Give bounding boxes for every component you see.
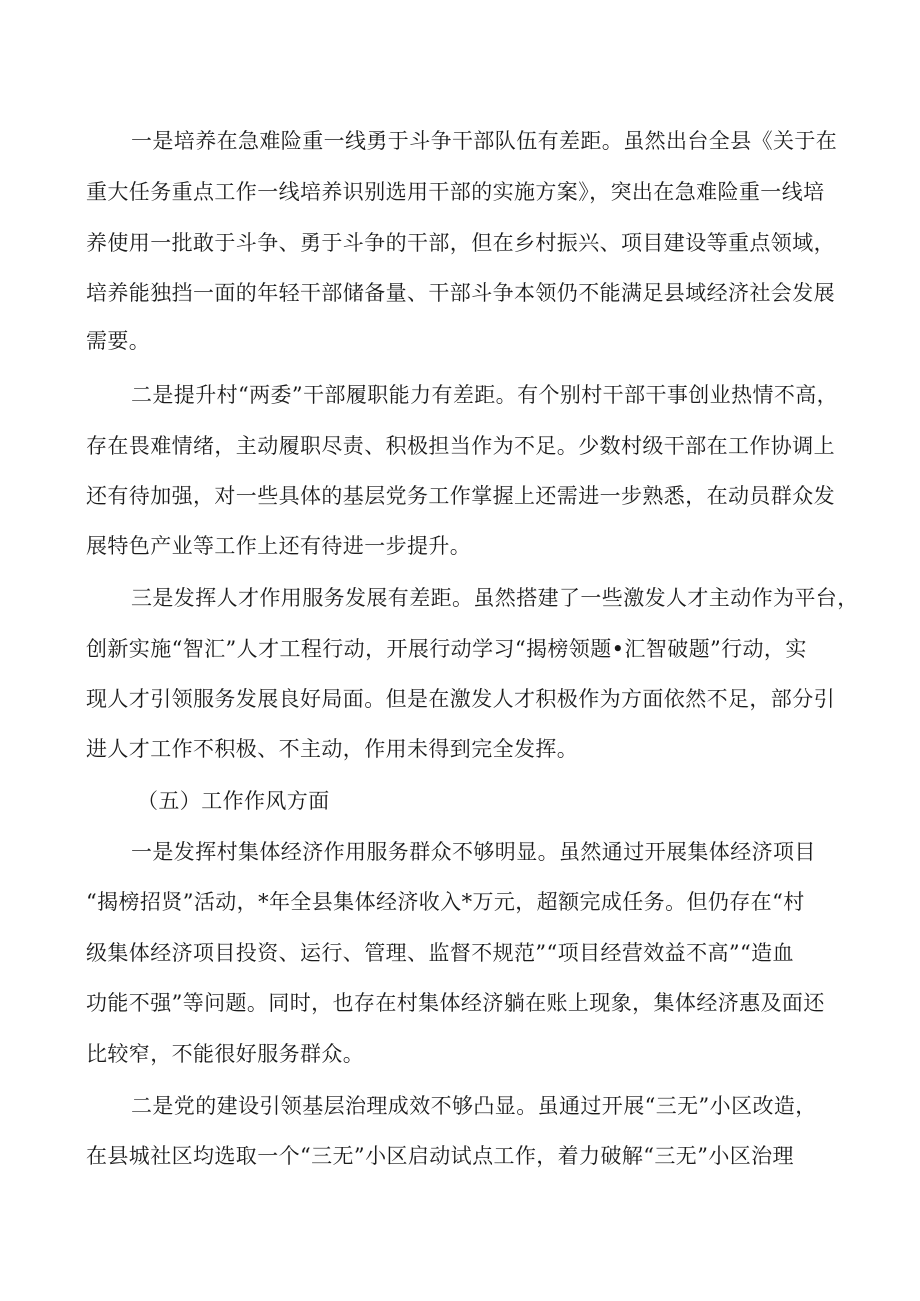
paragraph-3-line-3: 现人才引领服务发展良好局面。但是在激发人才积极作为方面依然不足，部分引: [86, 687, 835, 711]
paragraph-1-line-3: 养使用一批敢于斗争、勇于斗争的干部，但在乡村振兴、项目建设等重点领域，: [86, 231, 835, 255]
paragraph-2-line-2: 存在畏难情绪，主动履职尽责、积极担当作为不足。少数村级干部在工作协调上: [86, 434, 835, 458]
paragraph-5-line-2: “揭榜招贤”活动，*年全县集体经济收入*万元，超额完成任务。但仍存在“村: [86, 890, 805, 914]
paragraph-5-line-5: 比较窄，不能很好服务群众。: [86, 1042, 365, 1066]
paragraph-1-line-1: 一是培养在急难险重一线勇于斗争干部队伍有差距。虽然出台全县《关于在: [131, 129, 838, 153]
paragraph-1-line-4: 培养能独挡一面的年轻干部储备量、干部斗争本领仍不能满足县域经济社会发展: [86, 281, 835, 305]
paragraph-3-line-4: 进人才工作不积极、不主动，作用未得到完全发挥。: [86, 737, 579, 761]
paragraph-2-line-1: 二是提升村“两委”干部履职能力有差距。有个别村干部干事创业热情不高，: [131, 383, 839, 407]
paragraph-5-line-1: 一是发挥村集体经济作用服务群众不够明显。虽然通过开展集体经济项目: [131, 840, 816, 864]
paragraph-5-line-4: 功能不强”等问题。同时，也存在村集体经济躺在账上现象，集体经济惠及面还: [86, 991, 825, 1015]
paragraph-1-line-2: 重大任务重点工作一线培养识别选用干部的实施方案》，突出在急难险重一线培: [86, 180, 825, 204]
paragraph-6-line-1: 二是党的建设引领基层治理成效不够凸显。虽通过开展“三无”小区改造，: [131, 1094, 817, 1118]
paragraph-3-line-1: 三是发挥人才作用服务发展有差距。虽然搭建了一些激发人才主动作为平台，: [131, 586, 859, 610]
paragraph-6-line-2: 在县城社区均选取一个“三无”小区启动试点工作，着力破解“三无”小区治理: [86, 1144, 794, 1168]
paragraph-2-line-4: 展特色产业等工作上还有待进一步提升。: [86, 534, 472, 558]
paragraph-5-line-3: 级集体经济项目投资、运行、管理、监督不规范”“项目经营效益不高”“造血: [86, 941, 794, 965]
paragraph-2-line-3: 还有待加强，对一些具体的基层党务工作掌握上还需进一步熟悉，在动员群众发: [86, 484, 835, 508]
paragraph-3-line-2: 创新实施“智汇”人才工程行动，开展行动学习“揭榜领题•汇智破题”行动，实: [86, 637, 807, 661]
paragraph-1-line-5: 需要。: [86, 329, 151, 353]
section-heading: （五）工作作风方面: [137, 789, 330, 813]
